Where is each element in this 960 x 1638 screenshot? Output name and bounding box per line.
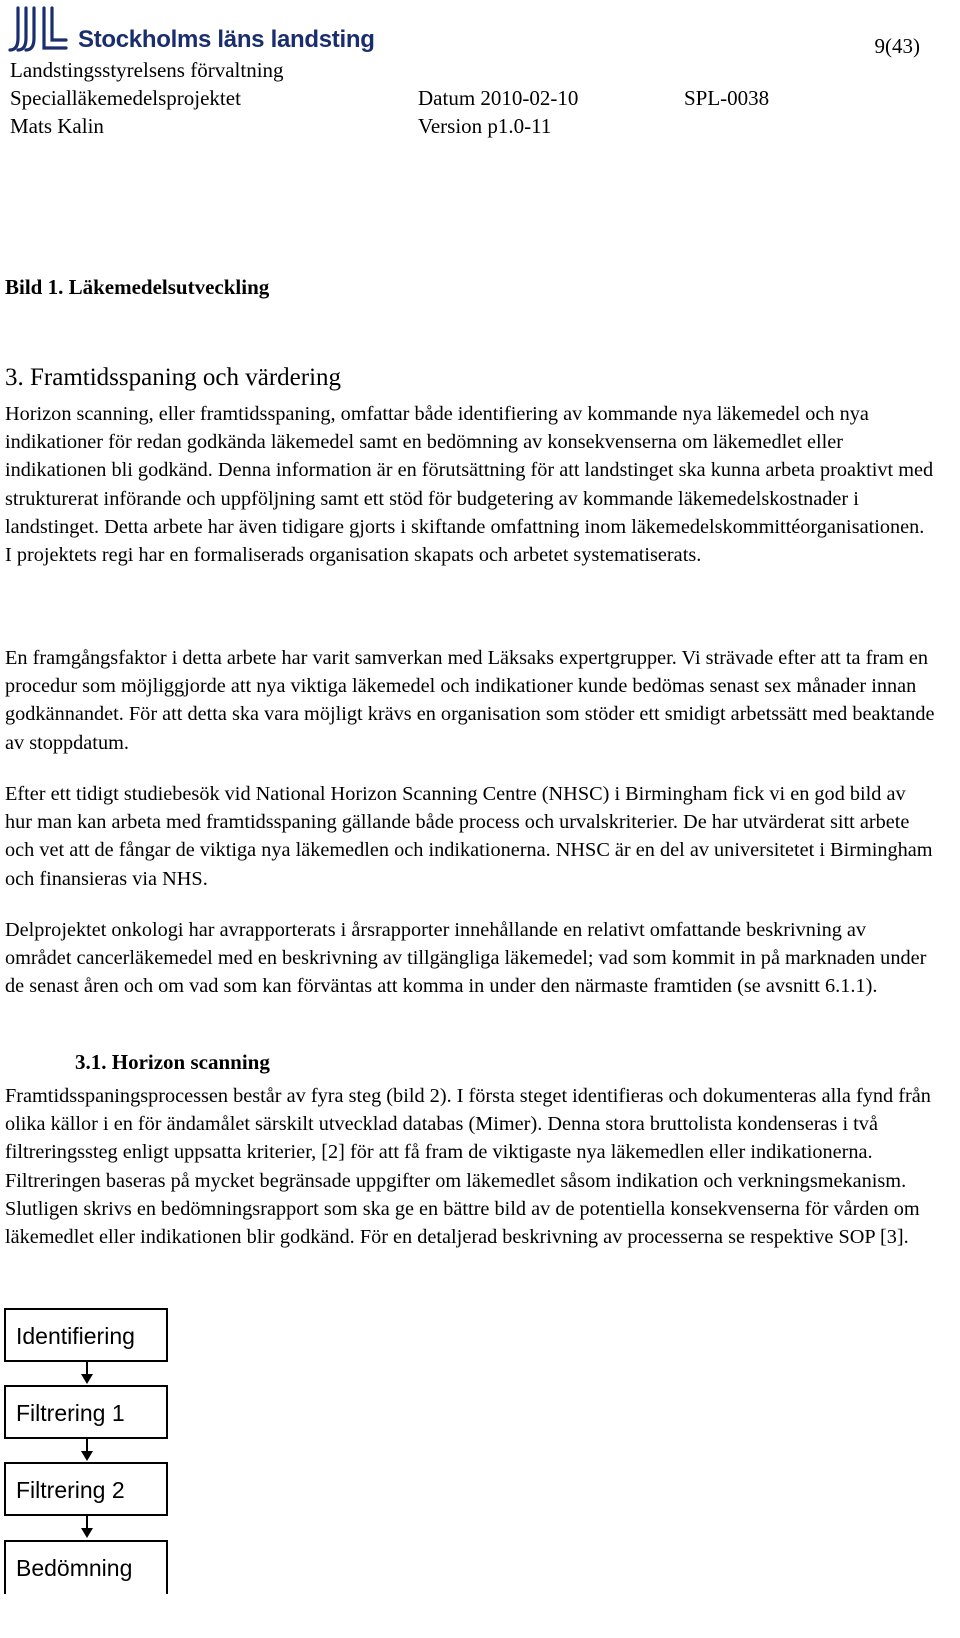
- department-name: Landstingsstyrelsens förvaltning: [10, 58, 284, 82]
- document-id: SPL-0038: [684, 86, 770, 110]
- document-version: Version p1.0-11: [418, 114, 552, 138]
- paragraph-process: Framtidsspaningsprocessen består av fyra steg (bild 2). I första steget identifieras och dokumenteras alla fynd från olika källor i en för ändamålet särskilt utvecklad databas (Mimer). Denna stora bruttolista kondenseras i två filtreringssteg enligt uppsatta kriterier, [2] för att få fram de viktigaste nya läkemedlen eller indikationerna. Filtreringen baseras på mycket begränsade uppgifter om läkemedlet såsom indikation och verkningsmekanism. Slutligen skrivs en bedömningsrapport som ska ge en bättre bild av de potentiella konsekvenserna för vården om läkemedlet eller indikationen blir godkänd. För en detaljerad beskrivning av processerna se respektive SOP [3].: [5, 1085, 931, 1249]
- project-name: Specialläkemedelsprojektet: [10, 86, 241, 110]
- arrow-down-icon: [81, 1374, 93, 1384]
- author-name: Mats Kalin: [10, 114, 104, 138]
- paragraph-success-factor: En framgångsfaktor i detta arbete har varit samverkan med Läksaks expertgrupper. Vi strävade efter att ta fram en procedur som möjliggjorde att nya viktiga läkemedel och indikationer kunde bedömas senast sex månader innan godkännandet. För att detta ska vara möjligt krävs en organisation som stöder ett smidigt arbetssätt med beaktande av stoppdatum.: [5, 647, 935, 754]
- flow-step-identifiering: Identifiering: [4, 1308, 168, 1362]
- flow-step-filtrering-2: Filtrering 2: [4, 1462, 168, 1516]
- logo: [8, 4, 408, 56]
- arrow-down-icon: [81, 1451, 93, 1461]
- section-title: 3. Framtidsspaning och värdering: [5, 364, 342, 391]
- arrow-down-icon: [81, 1528, 93, 1538]
- figure-caption: Bild 1. Läkemedelsutveckling: [5, 275, 270, 299]
- flow-step-bedomning: Bedömning: [4, 1540, 168, 1594]
- organization-name: Stockholms läns landsting: [78, 26, 375, 53]
- paragraph-horizon-scanning: Horizon scanning, eller framtidsspaning, omfattar både identifiering av kommande nya läkemedel och nya indikationer för redan godkända läkemedel samt en bedömning av konsekvenserna om läkemedlet eller indikationen bli godkänd. Denna information är en förutsättning för att landstinget ska kunna arbeta proaktivt med strukturerat införande och uppföljning samt ett stöd för budgetering av kommande läkemedelskostnader i landstinget. Detta arbete har även tidigare gjorts i skiftande omfattning inom läkemedelskommittéorganisationen. I projektets regi har en formaliserads organisation skapats och arbetet systematiserats.: [5, 403, 934, 567]
- flow-step-filtrering-1: Filtrering 1: [4, 1385, 168, 1439]
- subsection-title: 3.1. Horizon scanning: [75, 1050, 270, 1074]
- document-date: Datum 2010-02-10: [418, 86, 579, 110]
- paragraph-oncology: Delprojektet onkologi har avrapporterats i årsrapporter innehållande en relativt omfattande beskrivning av området cancerläkemedel med en beskrivning av tillgängliga läkemedel; vad som kommit in på marknaden under de senast åren och om vad som kan förväntas att komma in under den närmaste framtiden (se avsnitt 6.1.1).: [5, 919, 927, 998]
- paragraph-study-visit: Efter ett tidigt studiebesök vid National Horizon Scanning Centre (NHSC) i Birmingham fick vi en god bild av hur man kan arbeta med framtidsspaning gällande både process och urvalskriterier. De har utvärderat sitt arbete och vet att de fångar de viktiga nya läkemedlen och indikationerna. NHSC är en del av universitetet i Birmingham och finansieras via NHS.: [5, 783, 933, 890]
- county-logo-icon: [8, 4, 68, 56]
- page-number: 9(43): [874, 34, 920, 58]
